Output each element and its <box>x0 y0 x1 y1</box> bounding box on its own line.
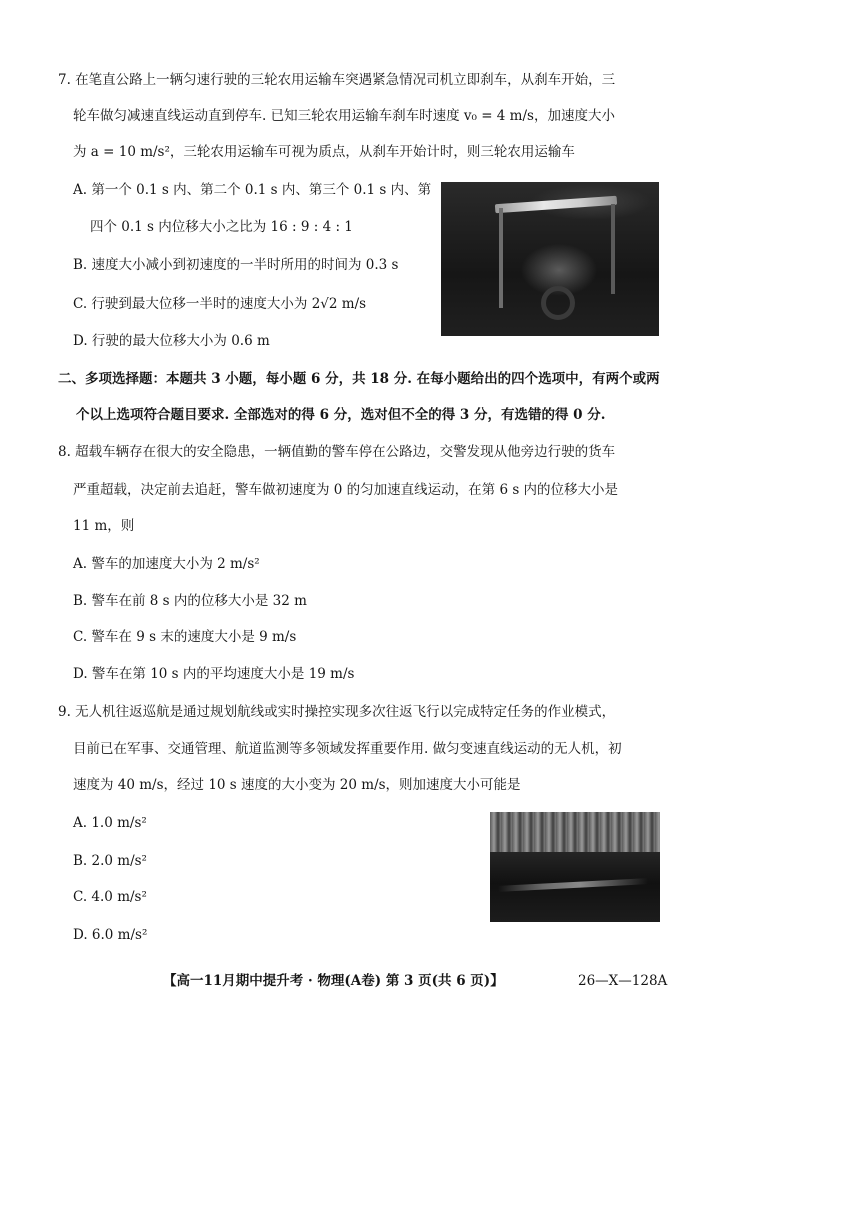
q8-option-b: B. 警车在前 8 s 内的位移大小是 32 m <box>73 593 307 609</box>
tricycle-post-right <box>611 204 615 294</box>
q8-option-c: C. 警车在 9 s 末的速度大小是 9 m/s <box>73 629 297 645</box>
q7-option-b: B. 速度大小减小到初速度的一半时所用的时间为 0.3 s <box>73 257 399 273</box>
q9-option-d: D. 6.0 m/s² <box>73 927 148 943</box>
tricycle-canopy <box>495 196 617 213</box>
page-footer-code: 26—X—128A <box>578 973 668 989</box>
drone-photo <box>490 812 660 922</box>
q7-option-a-line-2: 四个 0.1 s 内位移大小之比为 16 : 9 : 4 : 1 <box>90 219 353 235</box>
page-footer-title: 【高一11月期中提升考 · 物理(A卷) 第 3 页(共 6 页)】 <box>163 973 504 989</box>
q7-option-d: D. 行驶的最大位移大小为 0.6 m <box>73 333 270 349</box>
q7-option-c: C. 行驶到最大位移一半时的速度大小为 2√2 m/s <box>73 296 367 312</box>
q7-option-a-line-1: A. 第一个 0.1 s 内、第二个 0.1 s 内、第三个 0.1 s 内、第 <box>73 182 432 198</box>
q9-stem-line-3: 速度为 40 m/s，经过 10 s 速度的大小变为 20 m/s，则加速度大小可能是 <box>73 777 521 793</box>
q8-option-d: D. 警车在第 10 s 内的平均速度大小是 19 m/s <box>73 666 355 682</box>
q8-stem-line-3: 11 m，则 <box>73 518 135 534</box>
q7-stem-line-2: 轮车做匀减速直线运动直到停车. 已知三轮农用运输车刹车时速度 v₀ = 4 m/s，加速度大小 <box>73 108 615 124</box>
q7-stem-line-3: 为 a = 10 m/s²，三轮农用运输车可视为质点，从刹车开始计时，则三轮农用运输车 <box>73 144 575 160</box>
q8-option-a: A. 警车的加速度大小为 2 m/s² <box>73 556 260 572</box>
q8-stem-line-1: 8. 超载车辆存在很大的安全隐患，一辆值勤的警车停在公路边，交警发现从他旁边行驶的货车 <box>58 444 616 460</box>
section2-instructions-line-2: 个以上选项符合题目要求. 全部选对的得 6 分，选对但不全的得 3 分，有选错的得 0 分. <box>76 407 606 423</box>
q7-stem-line-1: 7. 在笔直公路上一辆匀速行驶的三轮农用运输车突遇紧急情况司机立即刹车，从刹车开始，三 <box>58 72 616 88</box>
q9-option-a: A. 1.0 m/s² <box>73 815 147 831</box>
section2-instructions-line-1: 二、多项选择题：本题共 3 小题，每小题 6 分，共 18 分. 在每小题给出的四个选项中，有两个或两 <box>58 371 660 387</box>
tricycle-post-left <box>499 208 503 308</box>
q9-stem-line-2: 目前已在军事、交通管理、航道监测等多领域发挥重要作用. 做匀变速直线运动的无人机，初 <box>73 741 622 757</box>
q8-stem-line-2: 严重超载，决定前去追赶，警车做初速度为 0 的匀加速直线运动，在第 6 s 内的位移大小是 <box>73 482 619 498</box>
q9-option-c: C. 4.0 m/s² <box>73 889 147 905</box>
q9-option-b: B. 2.0 m/s² <box>73 853 147 869</box>
q9-stem-line-1: 9. 无人机往返巡航是通过规划航线或实时操控实现多次往返飞行以完成特定任务的作业模式， <box>58 704 616 720</box>
tricycle-photo <box>441 182 659 336</box>
tricycle-wheel <box>541 286 575 320</box>
